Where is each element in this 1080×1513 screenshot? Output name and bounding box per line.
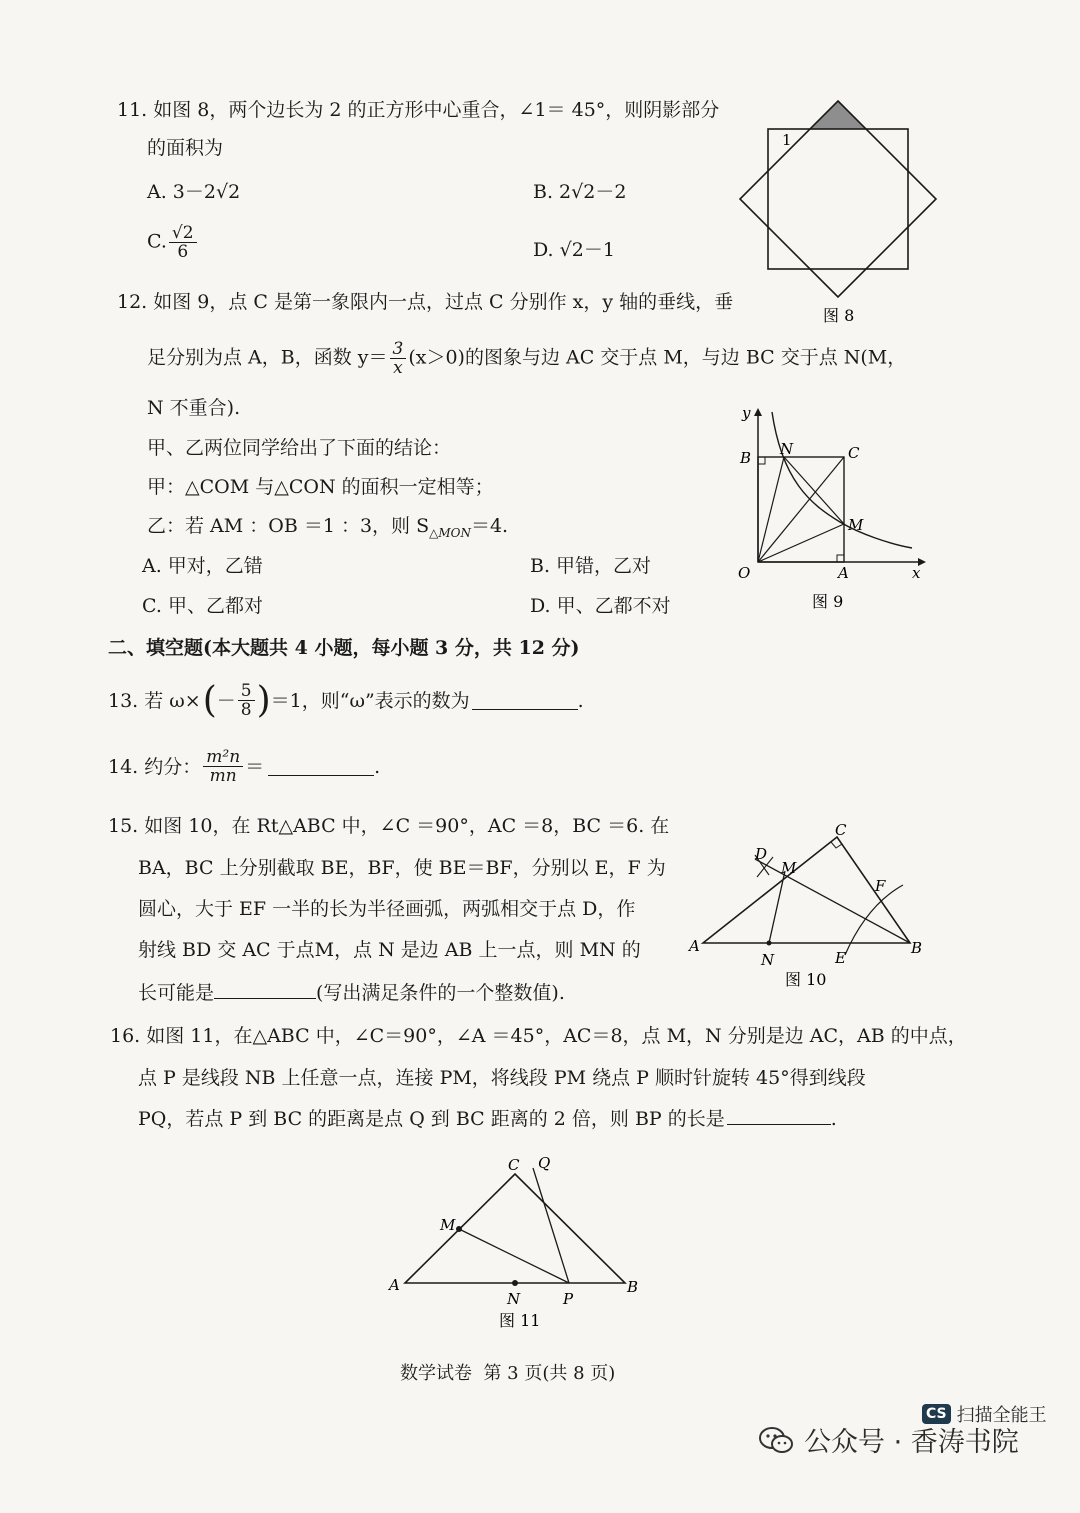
q12-conclusion-yi-a: 乙：若 AM ：OB ＝1 ：3，则 S: [147, 515, 430, 537]
q15-answer-blank[interactable]: [214, 980, 316, 999]
q14-text-a: 14. 约分：: [108, 755, 202, 778]
q14-answer-blank[interactable]: [268, 757, 374, 776]
q14-end: .: [374, 755, 381, 778]
q14-numerator: m²n: [203, 748, 243, 767]
fig9-label-x: x: [912, 564, 921, 582]
fig8-square-rotated: [740, 101, 936, 297]
q11-option-c: [147, 224, 199, 261]
q14-fraction: [203, 748, 243, 785]
fig10-label-F: F: [875, 877, 886, 895]
q12-option-d: D. 甲、乙都不对: [530, 595, 671, 617]
q12-option-a: A. 甲对，乙错: [142, 555, 263, 577]
q16-answer-blank[interactable]: [727, 1106, 831, 1125]
q12-conclusion-jia: 甲：△COM 与△CON 的面积一定相等；: [147, 476, 494, 498]
q12-function-denominator: x: [393, 358, 403, 378]
q12-function-numerator: 3: [390, 340, 407, 359]
fig11-label-M: M: [440, 1216, 456, 1234]
fig10-point-N: [767, 941, 772, 946]
q12-option-c: C. 甲、乙都对: [142, 595, 263, 617]
q13-answer-blank[interactable]: [472, 691, 578, 710]
fig10-label-A: A: [689, 937, 700, 955]
fig11-triangle-ABC: [405, 1174, 625, 1283]
fig9-label-C: C: [848, 444, 860, 462]
fig9-label-y: y: [742, 404, 751, 422]
q13: [108, 679, 584, 721]
q14-equals: ＝: [245, 755, 265, 778]
q13-text-b: ＝1，则“ω”表示的数为: [270, 689, 470, 712]
q12-function-fraction: [390, 340, 407, 377]
fig9-caption: 图 9: [812, 592, 844, 611]
q12-intro: 甲、乙两位同学给出了下面的结论：: [147, 437, 452, 459]
fig9-label-O: O: [738, 564, 751, 582]
fig9-segment-OM: [758, 524, 844, 562]
q12-stem-line3: N 不重合).: [147, 397, 241, 419]
q11-stem-line2: 的面积为: [147, 137, 224, 159]
section-2-title: 二、填空题(本大题共 4 小题，每小题 3 分，共 12 分): [108, 637, 580, 659]
q15-line5: [138, 980, 565, 1005]
q12-stem-line1: 12. 如图 9，点 C 是第一象限内一点，过点 C 分别作 x，y 轴的垂线，垂: [117, 291, 734, 313]
fig9-label-N: N: [780, 440, 794, 458]
fig8-shaded-region: [810, 101, 866, 129]
figure-11: [385, 1150, 650, 1335]
q12-stem-line2: [147, 340, 906, 377]
q16-line3-end: .: [830, 1108, 837, 1130]
fig10-label-N: N: [761, 951, 775, 969]
fig8-caption: 图 8: [823, 306, 855, 325]
q11-option-b: B. 2√2－2: [533, 181, 627, 203]
q11-option-c-label: C.: [147, 230, 167, 253]
q12-conclusion-yi: [147, 514, 508, 545]
q13-denominator: 8: [240, 700, 252, 720]
q11-stem-line1: 11. 如图 8，两个边长为 2 的正方形中心重合，∠1＝ 45°，则阴影部分: [117, 99, 720, 121]
q13-numerator: 5: [238, 682, 255, 701]
account-name: 公众号 · 香涛书院: [804, 1427, 1019, 1458]
fig11-label-P: P: [563, 1290, 574, 1308]
figure-10: [685, 815, 930, 995]
fig11-label-A: A: [389, 1276, 400, 1294]
q14: [108, 748, 380, 785]
q11-option-a: A. 3－2√2: [147, 181, 241, 203]
fig11-segment-PM: [459, 1229, 569, 1283]
fig10-label-D: D: [755, 845, 768, 863]
q12-area-subscript: △MON: [429, 525, 471, 540]
q16-line2: 点 P 是线段 NB 上任意一点，连接 PM，将线段 PM 绕点 P 顺时针旋转 45°得到线段: [138, 1067, 866, 1089]
fig9-right-angle-A: [837, 555, 844, 562]
q13-text-a: 13. 若 ω×: [108, 689, 201, 712]
q15-line5-a: 长可能是: [138, 982, 215, 1004]
fig11-label-C: C: [508, 1156, 520, 1174]
q16-line3-a: PQ，若点 P 到 BC 的距离是点 Q 到 BC 距离的 2 倍，则 BP 的长是: [138, 1108, 725, 1130]
fig10-caption: 图 10: [785, 970, 827, 989]
fig10-label-E: E: [835, 949, 846, 967]
figure-8: [730, 95, 945, 330]
fig9-label-B: B: [740, 449, 752, 467]
fig11-label-B: B: [627, 1278, 639, 1296]
q15-line5-b: (写出满足条件的一个整数值).: [316, 982, 565, 1004]
q12-stem-line2-b: (x＞0)的图象与边 AC 交于点 M，与边 BC 交于点 N(M，: [408, 346, 907, 369]
q11-option-c-numerator: √2: [169, 224, 197, 243]
fig11-segment-PQ: [533, 1168, 569, 1283]
q13-end: .: [577, 689, 584, 712]
fig9-label-A: A: [838, 564, 849, 582]
q16-line1: 16. 如图 11，在△ABC 中，∠C＝90°，∠A ＝45°，AC＝8，点 M，N 分别是边 AC，AB 的中点，: [110, 1025, 967, 1047]
fig9-hyperbola: [772, 412, 912, 548]
figure-9: [730, 400, 935, 620]
q15-line2: BA，BC 上分别截取 BE，BF，使 BE＝BF，分别以 E，F 为: [138, 857, 666, 879]
q16-line3: [138, 1106, 837, 1131]
fig10-label-M: M: [781, 859, 797, 877]
fig9-right-angle-B: [758, 457, 765, 464]
q13-fraction: [238, 682, 255, 719]
scanner-badge: CS: [922, 1404, 951, 1424]
q13-paren-left: (: [202, 679, 217, 721]
fig11-point-M: [456, 1226, 462, 1232]
q15-line3: 圆心，大于 EF 一半的长为半径画弧，两弧相交于点 D，作: [138, 898, 636, 920]
account-watermark: [758, 1420, 1019, 1459]
q15-line4: 射线 BD 交 AC 于点M，点 N 是边 AB 上一点，则 MN 的: [138, 939, 641, 961]
q12-option-b: B. 甲错，乙对: [530, 555, 652, 577]
fig9-y-arrow: [754, 408, 762, 416]
q12-conclusion-yi-b: ＝4.: [470, 515, 509, 537]
scanner-name: 扫描全能王: [956, 1405, 1047, 1426]
q13-paren-right: ): [256, 679, 271, 721]
wechat-icon: [758, 1425, 794, 1455]
fig10-segment-MN: [769, 871, 785, 943]
fig9-label-M: M: [848, 516, 864, 534]
fig11-label-N: N: [507, 1290, 521, 1308]
fig10-label-C: C: [835, 821, 847, 839]
q13-sign: －: [216, 689, 236, 712]
fig8-angle-label: 1: [782, 131, 792, 149]
fig10-label-B: B: [911, 939, 923, 957]
fig11-label-Q: Q: [538, 1154, 551, 1172]
q11-option-d: D. √2－1: [533, 239, 615, 261]
fig11-caption: 图 11: [499, 1311, 541, 1330]
q11-option-c-denominator: 6: [177, 242, 189, 262]
fig11-point-N: [512, 1280, 518, 1286]
q11-option-c-fraction: [169, 224, 197, 261]
page-footer: 数学试卷 第 3 页(共 8 页): [400, 1363, 616, 1384]
q15-line1: 15. 如图 10，在 Rt△ABC 中，∠C ＝90°，AC ＝8，BC ＝6. 在: [108, 815, 670, 837]
q14-denominator: mn: [209, 766, 237, 786]
q12-stem-line2-a: 足分别为点 A，B，函数 y＝: [147, 346, 388, 369]
